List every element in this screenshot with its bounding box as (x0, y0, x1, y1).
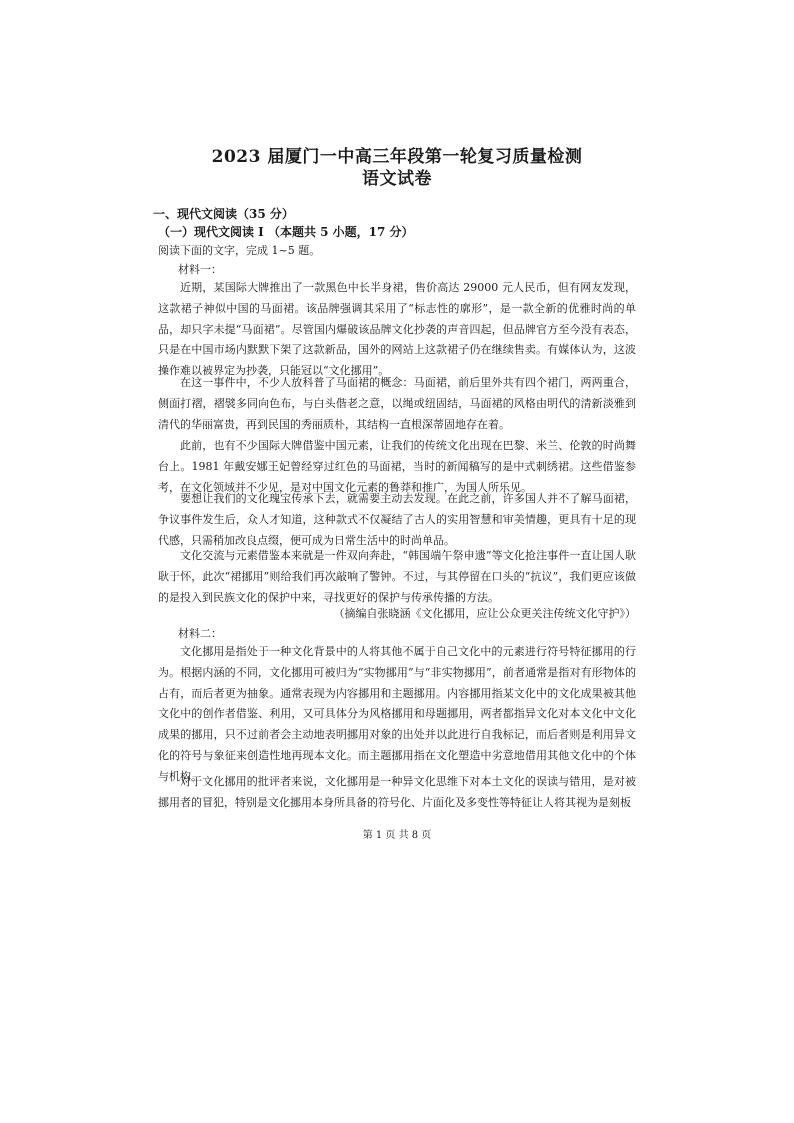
reading-instruction: 阅读下面的文字，完成 1~5 题。 (158, 244, 321, 257)
material-one-paragraph: 要想让我们的文化瑰宝传承下去，就需要主动去发现。在此之前，许多国人并不了解马面裙，争议事件发生后，众人才知道，这种款式不仅凝结了古人的实用智慧和审美情趣，更具有十足的现代感，只需稍加改良点缀，便可成为日常生活中的时尚单品。 (158, 492, 636, 547)
material-one-paragraph: 文化交流与元素借鉴本来就是一件双向奔赴，“韩国端午祭申遗”等文化抢注事件一直让国人耿耿于怀，此次“裙挪用”则给我们再次敲响了警钟。不过，与其停留在口头的“抗议”，我们更应该做的是投入到民族文化的保护中来，寻找更好的保护与传承传播的方法。 (158, 549, 636, 604)
material-one-paragraph: 在这一事件中，不少人放科普了马面裙的概念：马面裙，前后里外共有四个裙门，两两重合，侧面打褶，褶襞多同向色布，与白头偕老之意，以绳或纽固结，马面裙的风格由明代的清新淡雅到清代的华丽富贵，再到民国的秀丽质朴，其结构一直根深蒂固地存在着。 (158, 376, 636, 431)
subsection-heading: （一）现代文阅读 I （本题共 5 小题，17 分） (158, 225, 414, 239)
exam-subject-title: 语文试卷 (362, 169, 432, 189)
material-one-paragraph: 此前，也有不少国际大牌借鉴中国元素，让我们的传统文化出现在巴黎、米兰、伦敦的时尚舞台上。1981 年戴安娜王妃曾经穿过红色的马面裙，当时的新闻稿写的是中式刺绣裙。这些借鉴参考，在文化领域并不少见，是对中国文化元素的鲁莽和推广，为国人所乐见。 (158, 439, 636, 494)
exam-title: 2023 届厦门一中高三年段第一轮复习质量检测 (211, 147, 583, 167)
material-one-source: （摘编自张晓涵《文化挪用，应让公众更关注传统文化守护》） (333, 607, 636, 620)
material-one-paragraph: 近期，某国际大牌推出了一款黑色中长半身裙，售价高达 29000 元人民币，但有网友发现，这款裙子神似中国的马面裙。该品牌强调其采用了“标志性的廓形”，是一款全新的优雅时尚的单品，却只字未提“马面裙”。尽管国内爆破该品牌文化抄袭的声音四起，但品牌官方至今没有表态，只是在中国市场内默默下架了这款新品，国外的网站上这款裙子仍在继续售卖。有媒体认为，这波操作难以被界定为抄袭，只能冠以“文化挪用”。 (158, 281, 636, 378)
material-two-paragraph: 对于文化挪用的批评者来说，文化挪用是一种异文化思维下对本土文化的误读与错用，是对被挪用者的冒犯，特别是文化挪用本身所具备的符号化、片面化及多变性等特征让人将其视为是刻板 (158, 775, 636, 809)
page-footer: 第 1 页 共 8 页 (362, 830, 432, 841)
section-heading: 一、现代文阅读（35 分） (153, 207, 294, 221)
material-two-paragraph: 文化挪用是指处于一种文化背景中的人将其他不属于自己文化中的元素进行符号特征挪用的行为。根据内涵的不同，文化挪用可被归为“实物挪用”与“非实物挪用”，前者通常是指对有形物体的占有，而后者更为抽象。通常表现为内容挪用和主题挪用。内容挪用指某文化中的文化成果被其他文化中的创作者借鉴、利用，又可具体分为风格挪用和母题挪用，两者都指异文化对本文化中文化成果的挪用，只不过前者会主动地表明挪用对象的出处并以此进行自我标记，而后者则是利用异文化的符号与象征来创造性地再现本文化。而主题挪用指在文化塑造中劣意地借用其他文化中的个体与机构。 (158, 645, 636, 783)
material-two-label: 材料二： (178, 627, 222, 640)
material-one-label: 材料一： (178, 263, 222, 276)
